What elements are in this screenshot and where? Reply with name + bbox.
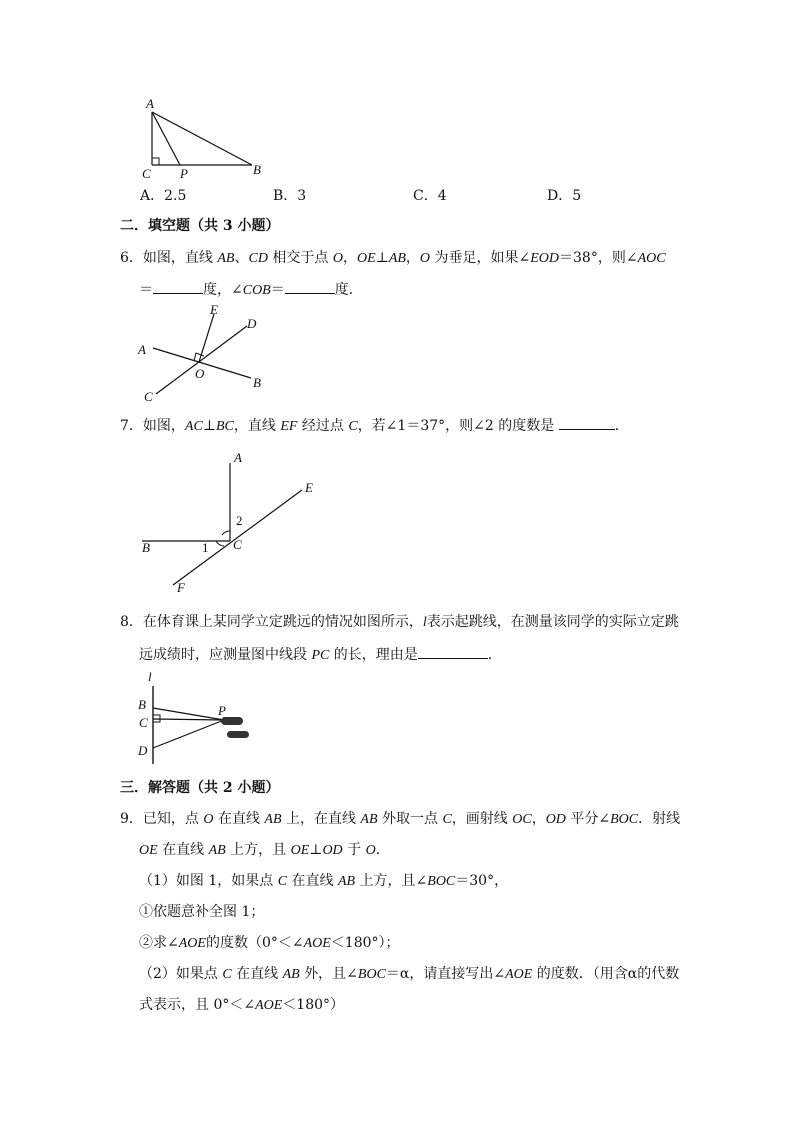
figure-q7-perpendicular <box>132 445 332 600</box>
q7-line1: 7．如图，AC⊥BC，直线 EF 经过点 C，若∠1＝37°，则∠2 的度数是 ． <box>120 415 629 437</box>
label-E: E <box>305 480 313 495</box>
label-B: B <box>138 697 146 712</box>
label-B: B <box>253 162 261 177</box>
label-D: D <box>247 316 257 331</box>
q8-line2: 远成绩时，应测量图中线段 PC 的长，理由是 ． <box>139 644 502 666</box>
option-d: D．5 <box>547 188 582 204</box>
q9-line1: 9．已知，点 O 在直线 AB 上，在直线 AB 外取一点 C，画射线 OC，OD 平分∠BOC．射线 <box>120 811 681 827</box>
q8-line1: 8．在体育课上某同学立定跳远的情况如图所示，l表示起跳线，在测量该同学的实际立定跳 <box>120 614 679 630</box>
label-angle-2: 2 <box>236 513 243 528</box>
label-P: P <box>180 166 188 181</box>
q9-sub2: ②求∠AOE的度数（0°＜∠AOE＜180°）； <box>139 935 400 951</box>
answer-blank[interactable] <box>559 415 615 430</box>
answer-blank[interactable] <box>418 644 488 659</box>
label-A: A <box>234 450 242 465</box>
label-B: B <box>253 375 261 390</box>
answer-blank[interactable] <box>285 279 335 294</box>
section-2-title: 二．填空题（共 3 小题） <box>120 218 280 234</box>
figure-q8-long-jump <box>132 668 262 768</box>
label-P: P <box>218 703 226 718</box>
option-c: C．4 <box>413 188 447 204</box>
label-angle-1: 1 <box>202 540 209 555</box>
figure-q6-lines <box>132 302 272 402</box>
q9-line2: OE 在直线 AB 上方，且 OE⊥OD 于 O． <box>139 842 390 858</box>
label-C: C <box>144 389 153 402</box>
section-3-title: 三．解答题（共 2 小题） <box>120 780 280 796</box>
q9-sub1: ①依题意补全图 1； <box>139 904 265 920</box>
option-b: B．3 <box>273 188 307 204</box>
option-a: A．2.5 <box>140 188 187 204</box>
q6-line1: 6．如图，直线 AB、CD 相交于点 O，OE⊥AB，O 为垂足，如果∠EOD＝38°，则∠AOC <box>120 250 666 266</box>
answer-blank[interactable] <box>153 279 203 294</box>
label-D: D <box>138 743 148 758</box>
label-C: C <box>142 166 151 181</box>
q9-part1: （1）如图 1，如果点 C 在直线 AB 上方，且∠BOC＝30°， <box>139 873 509 889</box>
label-C: C <box>233 537 242 552</box>
label-B: B <box>142 540 150 555</box>
figure-q5-triangle <box>135 92 270 182</box>
q9-part2: （2）如果点 C 在直线 AB 外，且∠BOC＝α，请直接写出∠AOE 的度数．（用含α的代数 <box>139 966 680 982</box>
label-E: E <box>210 302 218 317</box>
label-C: C <box>139 715 148 730</box>
label-O: O <box>195 366 205 381</box>
label-A: A <box>138 342 146 357</box>
q6-line2: ＝ 度，∠COB＝ 度． <box>139 279 363 301</box>
q9-part2-cont: 式表示，且 0°＜∠AOE＜180°） <box>139 997 345 1013</box>
label-F: F <box>177 580 185 595</box>
label-A: A <box>146 96 154 111</box>
label-l: l <box>148 669 152 684</box>
